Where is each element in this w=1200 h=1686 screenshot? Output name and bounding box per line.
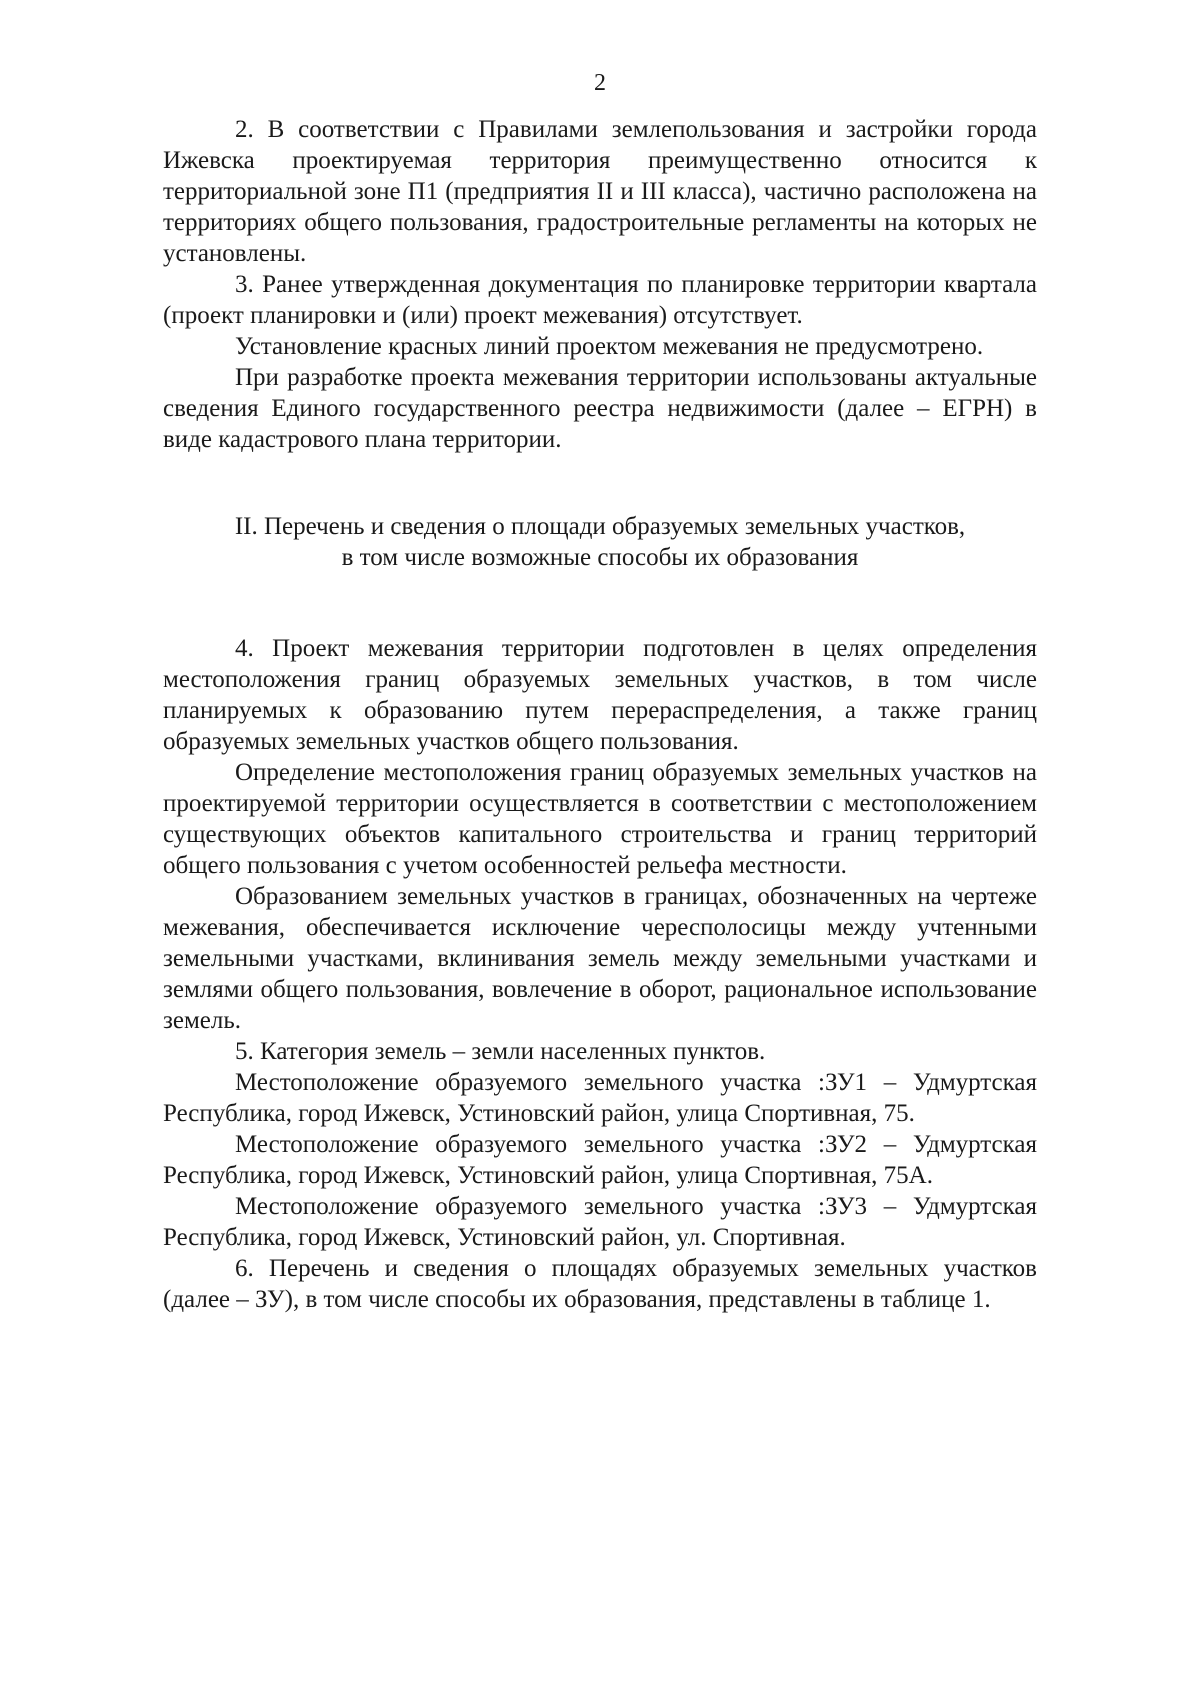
page-number: 2 <box>594 70 606 96</box>
paragraph-4-purpose: 4. Проект межевания территории подготовлен в целях определения местоположения границ образуемых земельных участков, в том числе планируемых к образованию путем перераспределения, а также границ образуемых земельных участков общего пользования. <box>163 635 1037 755</box>
document-body <box>163 114 1037 1315</box>
paragraph-6-table-reference: 6. Перечень и сведения о площадях образуемых земельных участков (далее – ЗУ), в том числе способы их образования, представлены в таблице 1. <box>163 1255 1037 1313</box>
paragraph-land-formation: Образованием земельных участков в границах, обозначенных на чертеже межевания, обеспечивается исключение чересполосицы между учтенными земельными участками, вклинивания земель между земельными участками и землями общего пользования, вовлечение в оборот, рациональное использование земель. <box>163 883 1037 1034</box>
paragraph-red-lines: Установление красных линий проектом межевания не предусмотрено. <box>235 333 984 360</box>
paragraph-3-documentation: 3. Ранее утвержденная документация по планировке территории квартала (проект планировки и (или) проект межевания) отсутствует. <box>163 271 1037 329</box>
paragraph-2-zoning: 2. В соответствии с Правилами землепользования и застройки города Ижевска проектируемая территория преимущественно относится к территориальной зоне П1 (предприятия II и III класса), частично расположена на территориях общего пользования, градостроительные регламенты на которых не установлены. <box>163 116 1037 267</box>
paragraph-5-land-category: 5. Категория земель – земли населенных пунктов. <box>235 1038 766 1065</box>
section-heading-line-1: II. Перечень и сведения о площади образуемых земельных участков, <box>234 513 966 540</box>
paragraph-egrn-data: При разработке проекта межевания территории использованы актуальные сведения Единого государственного реестра недвижимости (далее – ЕГРН) в виде кадастрового плана территории. <box>163 364 1037 453</box>
paragraph-location-zu3: Местоположение образуемого земельного участка :ЗУ3 – Удмуртская Республика, город Ижевск, Устиновский район, ул. Спортивная. <box>163 1193 1037 1251</box>
paragraph-location-zu1: Местоположение образуемого земельного участка :ЗУ1 – Удмуртская Республика, город Ижевск, Устиновский район, улица Спортивная, 75. <box>163 1069 1037 1127</box>
paragraph-boundaries-definition: Определение местоположения границ образуемых земельных участков на проектируемой территории осуществляется в соответствии с местоположением существующих объектов капитального строительства и границ территорий общего пользования с учетом особенностей рельефа местности. <box>163 759 1037 879</box>
section-heading-line-2: в том числе возможные способы их образования <box>341 544 859 571</box>
paragraph-location-zu2: Местоположение образуемого земельного участка :ЗУ2 – Удмуртская Республика, город Ижевск, Устиновский район, улица Спортивная, 75А. <box>163 1131 1037 1189</box>
section-heading <box>163 511 1037 573</box>
